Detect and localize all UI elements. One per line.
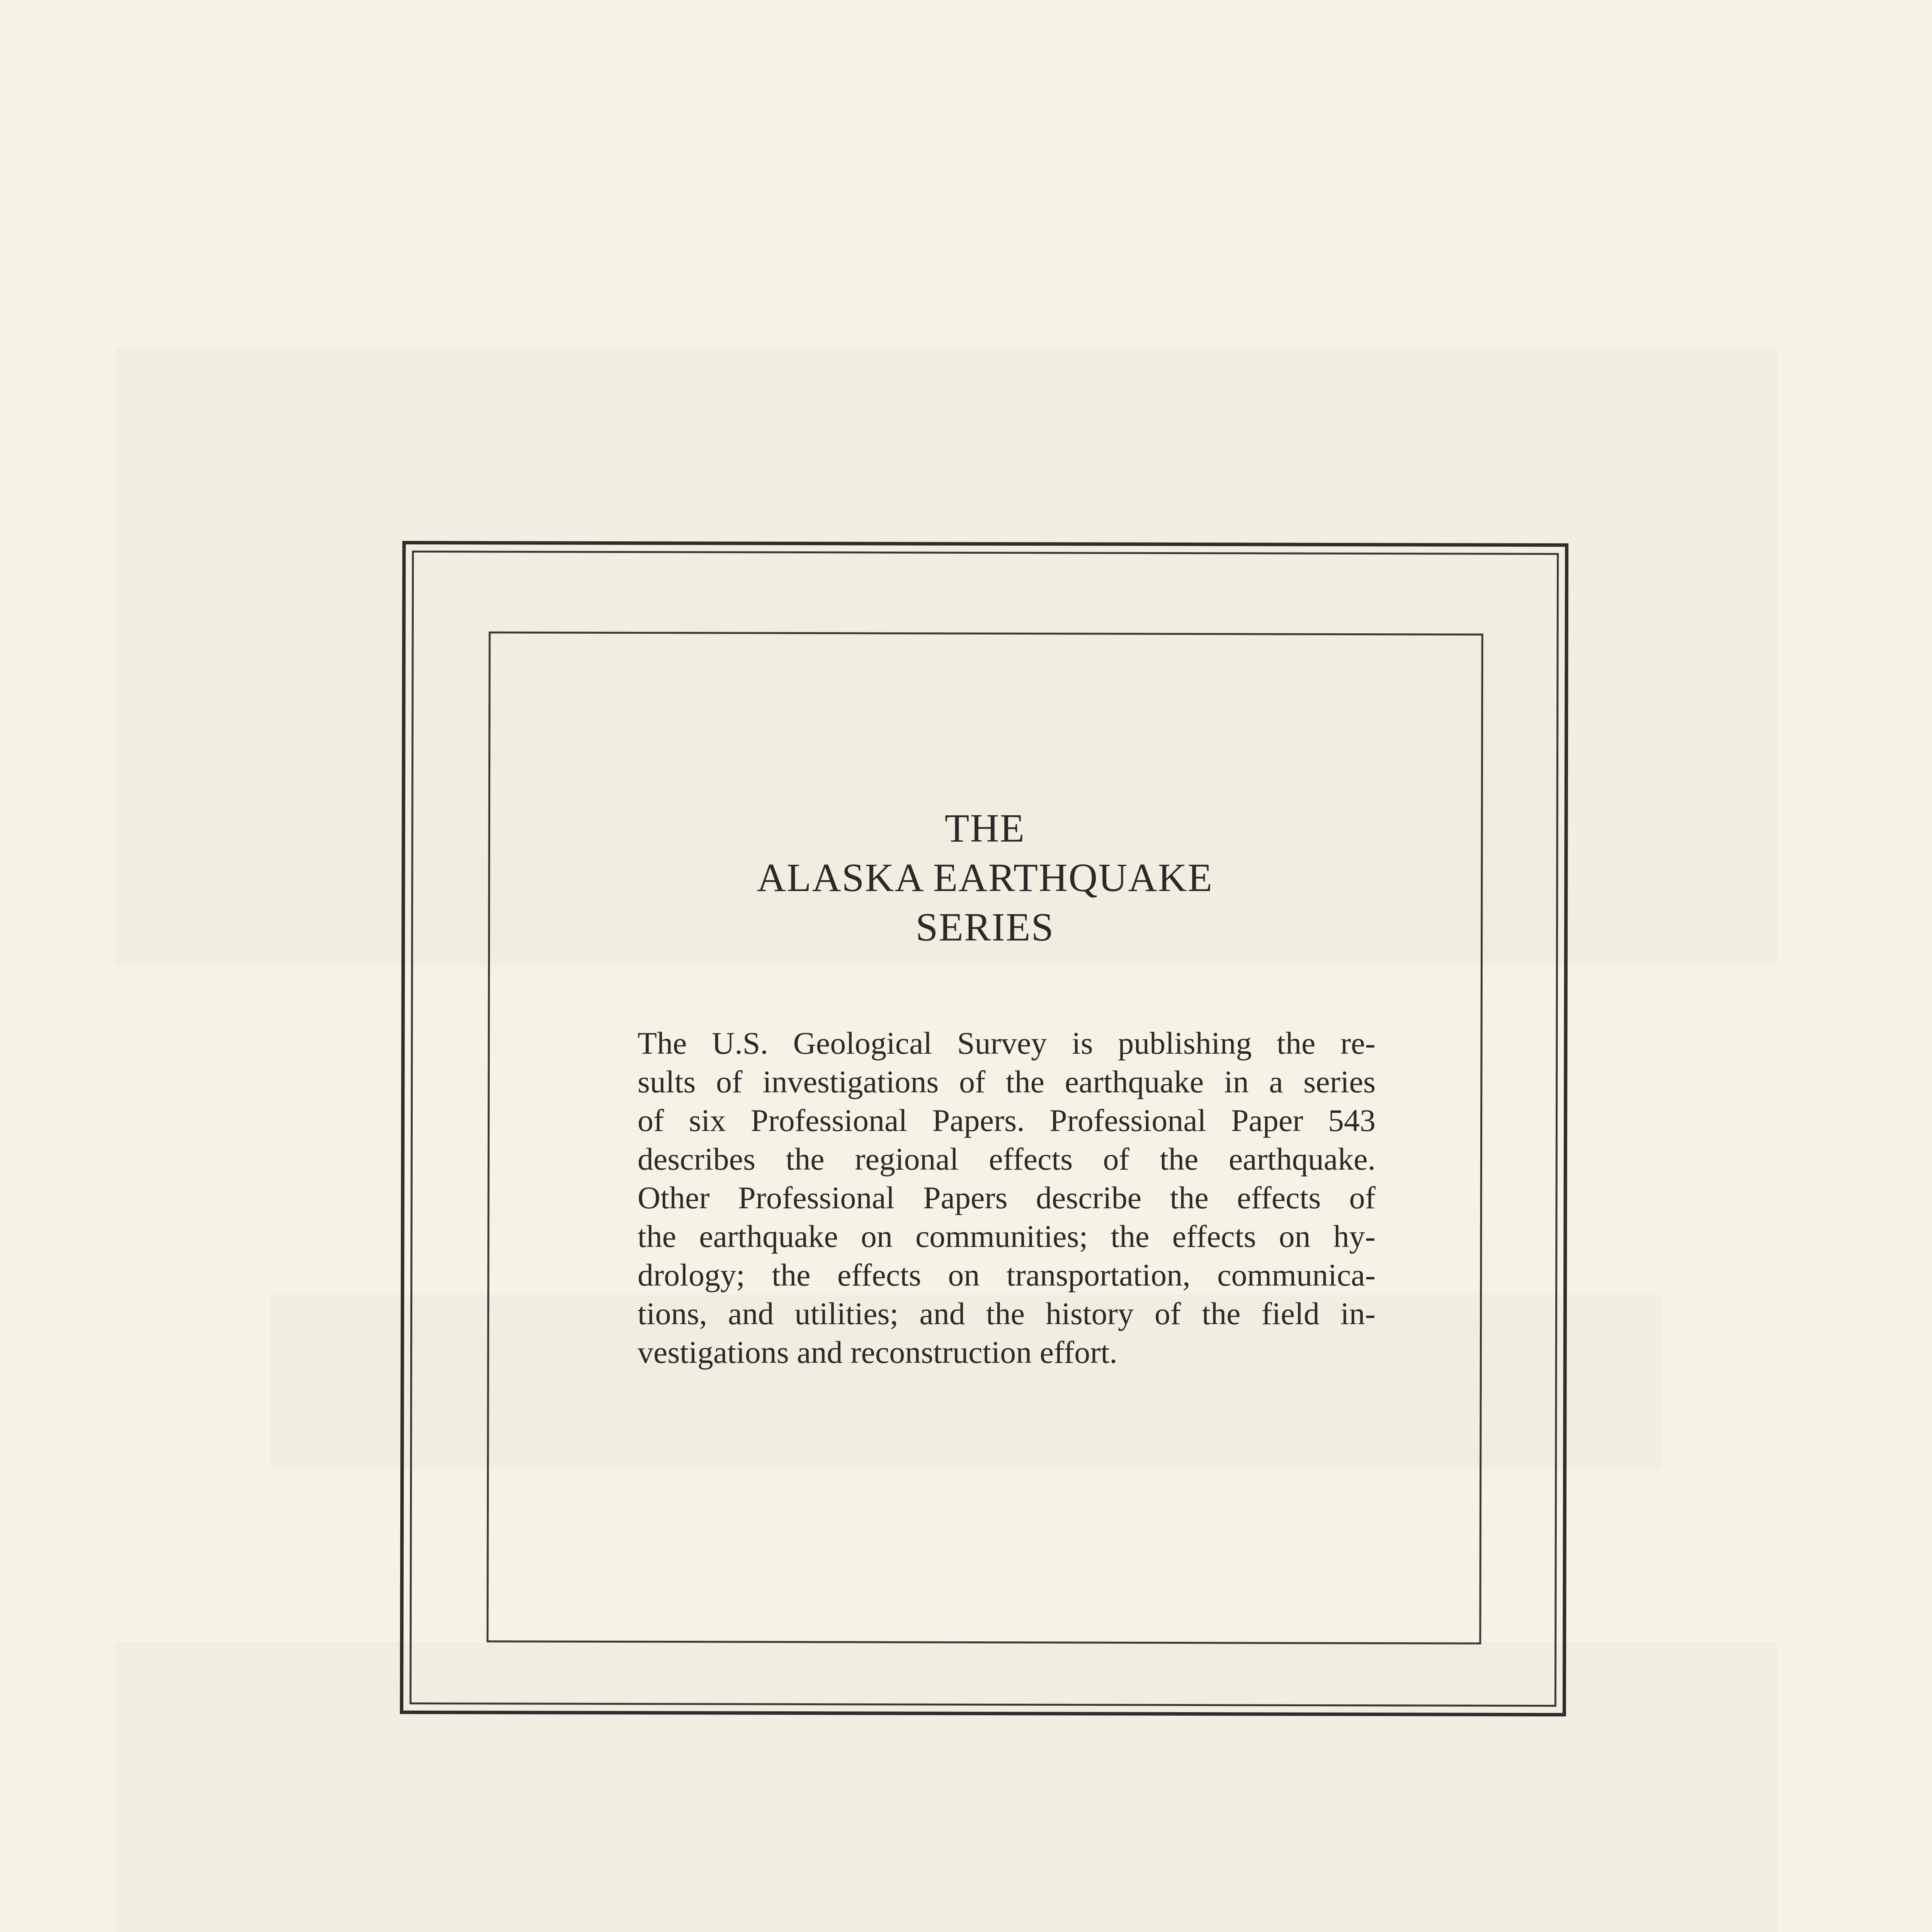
description-line: the earthquake on communities; the effects on hy- [638, 1219, 1376, 1254]
title-line-3: SERIES [915, 905, 1054, 949]
description-line: sults of investigations of the earthquake in a series [638, 1064, 1376, 1099]
description-line: Other Professional Papers describe the effects of [638, 1180, 1376, 1215]
description-line: describes the regional effects of the earthquake. [638, 1141, 1376, 1177]
description-line: of six Professional Papers. Professional Paper 543 [638, 1103, 1376, 1138]
description-line: vestigations and reconstruction effort. [638, 1335, 1117, 1370]
title-line-1: THE [944, 806, 1026, 850]
series-title [488, 804, 1482, 952]
description-line: drology; the effects on transportation, communica- [638, 1257, 1376, 1293]
title-line-2: ALASKA EARTHQUAKE [757, 855, 1213, 900]
description-line: tions, and utilities; and the history of the field in- [638, 1296, 1376, 1331]
series-description [638, 1024, 1376, 1372]
description-line: The U.S. Geological Survey is publishing the re- [638, 1026, 1376, 1061]
